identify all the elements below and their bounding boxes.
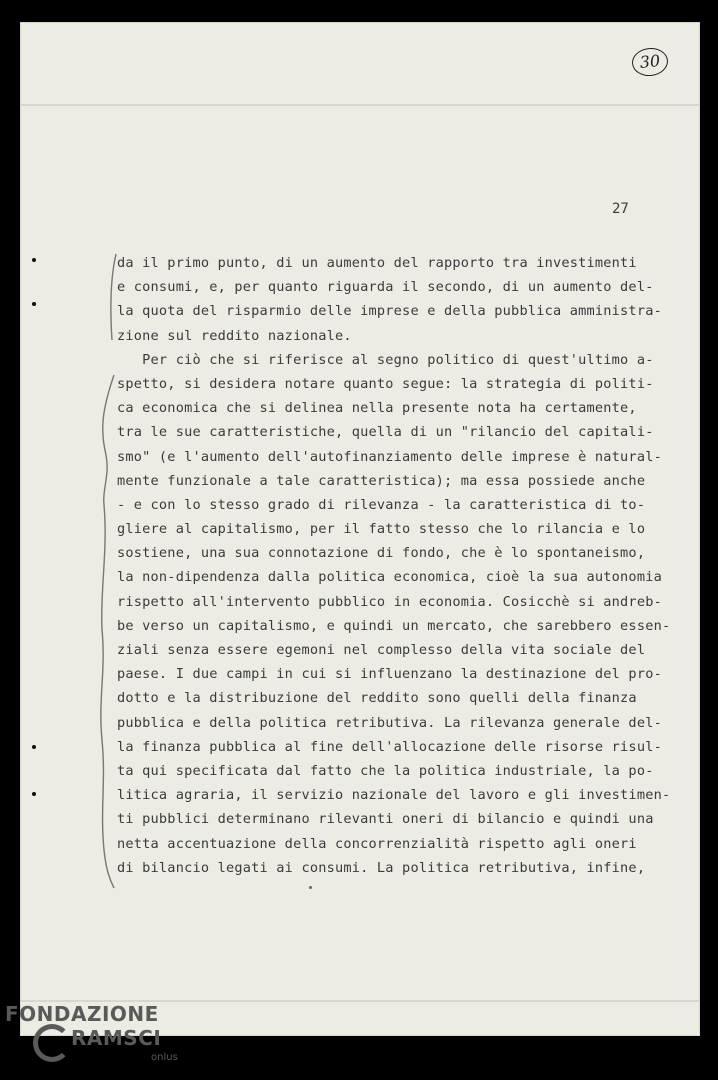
- text-line: zione sul reddito nazionale.: [117, 327, 352, 344]
- text-line: tra le sue caratteristiche, quella di un "rilancio del capitali-: [117, 424, 654, 441]
- text-line: ziali senza essere egemoni nel complesso della vita sociale del: [117, 642, 646, 658]
- text-line: e consumi, e, per quanto riguarda il secondo, di un aumento del-: [117, 279, 654, 296]
- text-line: gliere al capitalismo, per il fatto stesso che lo rilancia e lo: [117, 521, 646, 538]
- text-line: sostiene, una sua connotazione di fondo, che è lo spontaneismo,: [117, 545, 646, 562]
- text-line: smo" (e l'aumento dell'autofinanziamento delle imprese è natural-: [117, 448, 662, 465]
- text-line: pubblica e della politica retributiva. La rilevanza generale del-: [117, 714, 662, 731]
- page-number: 27: [612, 201, 629, 217]
- text-line: la non-dipendenza dalla politica economica, cioè la sua autonomia: [117, 569, 662, 586]
- text-line: litica agraria, il servizio nazionale del lavoro e gli investimen-: [117, 787, 671, 804]
- archive-page-number: 30: [631, 46, 670, 78]
- text-line: ca economica che si delinea nella presente nota ha certamente,: [117, 400, 637, 417]
- text-line: - e con lo stesso grado di rilevanza - la caratteristica di to-: [117, 496, 646, 513]
- text-line: ti pubblici determinano rilevanti oneri di bilancio e quindi una: [117, 811, 654, 828]
- text-line: mente funzionale a tale caratteristica); ma essa possiede anche: [117, 472, 646, 489]
- margin-dot: [32, 745, 36, 749]
- text-line: Per ciò che si riferisce al segno politico di quest'ultimo a-: [117, 351, 654, 368]
- typed-body-text: [117, 251, 671, 880]
- fondazione-gramsci-watermark: [5, 1002, 178, 1063]
- margin-dot: [32, 302, 36, 306]
- watermark-line-1: FONDAZIONE: [5, 1002, 159, 1026]
- margin-dot: [32, 792, 36, 796]
- text-speck: [309, 886, 312, 889]
- margin-dot: [32, 258, 36, 262]
- watermark-line-2: RAMSCI: [71, 1026, 162, 1050]
- text-line: paese. I due campi in cui si influenzano la destinazione del pro-: [117, 666, 662, 683]
- watermark-line-3: onlus: [151, 1052, 178, 1063]
- text-line: da il primo punto, di un aumento del rapporto tra investimenti: [117, 255, 637, 271]
- paper-fold-top: [20, 104, 700, 106]
- text-line: dotto e la distribuzione del reddito sono quelli della finanza: [117, 690, 637, 707]
- text-line: la finanza pubblica al fine dell'allocazione delle risorse risul-: [117, 738, 662, 755]
- text-line: spetto, si desidera notare quanto segue: la strategia di politi-: [117, 375, 654, 392]
- text-line: rispetto all'intervento pubblico in economia. Cosicchè si andreb-: [117, 593, 662, 610]
- text-line: netta accentuazione della concorrenzialità rispetto agli oneri: [117, 835, 637, 852]
- text-line: be verso un capitalismo, e quindi un mercato, che sarebbero essen-: [117, 617, 671, 634]
- text-line: ta qui specificata dal fatto che la politica industriale, la po-: [117, 762, 654, 779]
- text-line: di bilancio legati ai consumi. La politica retributiva, infine,: [117, 859, 646, 876]
- text-line: la quota del risparmio delle imprese e della pubblica amministra-: [117, 303, 662, 320]
